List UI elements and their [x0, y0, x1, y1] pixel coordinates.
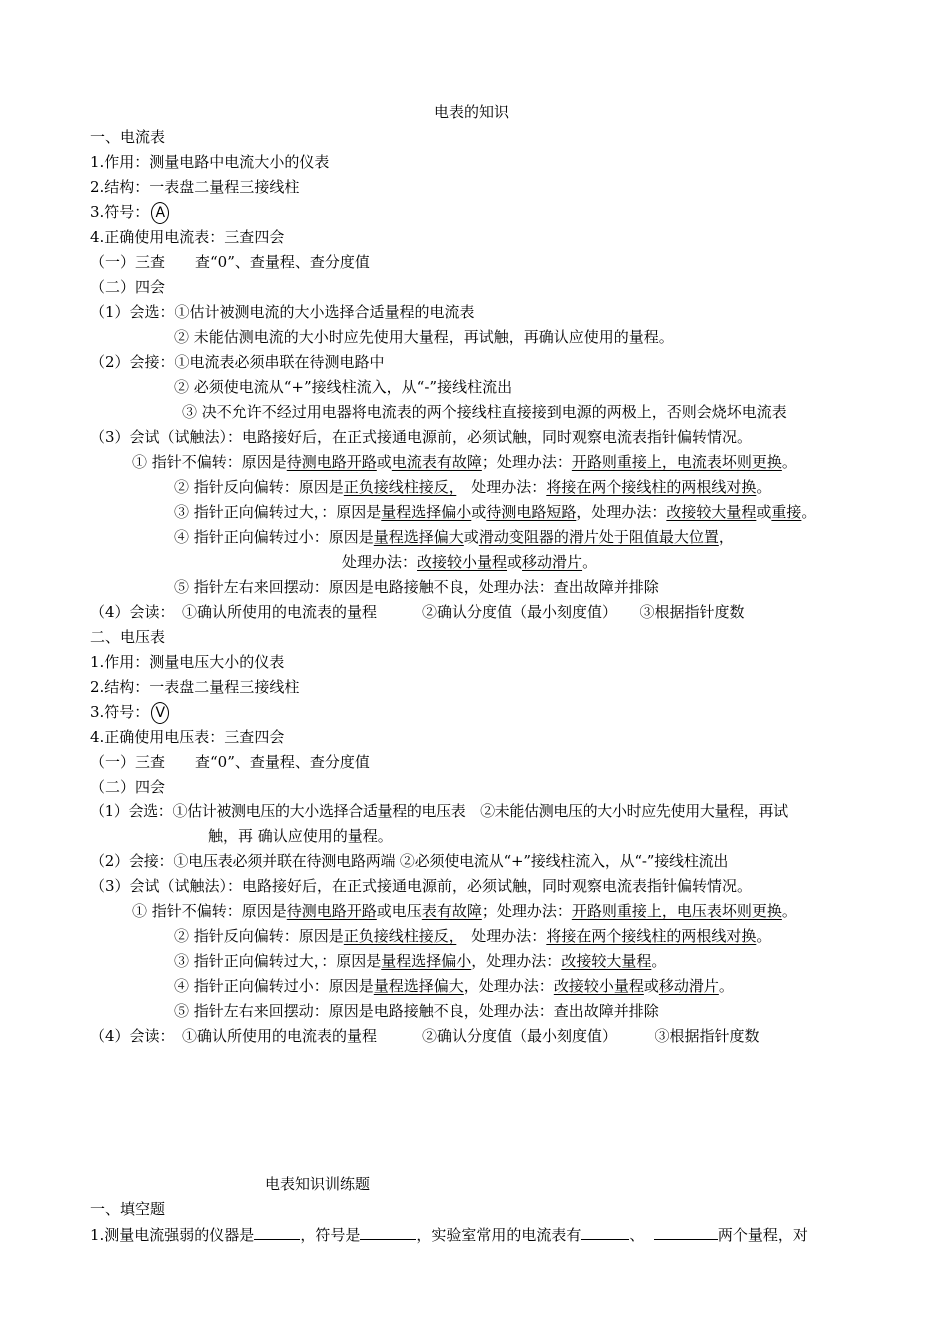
ammeter-select-2: ② 未能估测电流的大小时应先使用大量程，再试触，再确认应使用的量程。 — [174, 328, 674, 346]
ammeter-three-checks: （一）三查 查“0”、查量程、查分度值 — [90, 253, 370, 271]
answer-blank[interactable] — [581, 1223, 629, 1240]
ammeter-trial: （3）会试（试触法）：电路接好后，在正式接通电源前，必须试触，同时观察电流表指针偏转情况。 — [90, 428, 753, 446]
symbol-label: 3.符号： — [90, 203, 150, 221]
ammeter-case-4: ④ 指针正向偏转过小：原因是量程选择偏大或滑动变阻器的滑片处于阻值最大位置， — [174, 528, 734, 546]
ammeter-case-2: ② 指针反向偏转：原因是正负接线柱接反， 处理办法：将接在两个接线柱的两根线对换。 — [174, 478, 772, 496]
ammeter-read: （4）会读： ①确认所使用的电流表的量程 ②确认分度值（最小刻度值） ③根据指针度数 — [90, 603, 745, 621]
ammeter-symbol-icon: A — [151, 202, 169, 224]
symbol-label: 3.符号： — [90, 703, 150, 721]
voltmeter-select-1: （1）会选：①估计被测电压的大小选择合适量程的电压表 ②未能估测电压的大小时应先使用大量程，再试 — [90, 802, 788, 820]
section-heading-voltmeter: 二、电压表 — [90, 628, 166, 646]
answer-blank[interactable] — [254, 1223, 300, 1240]
voltmeter-usage: 4.正确使用电压表：三查四会 — [90, 728, 285, 746]
voltmeter-case-4: ④ 指针正向偏转过小：原因是量程选择偏大，处理办法：改接较小量程或移动滑片。 — [174, 977, 734, 995]
ammeter-structure: 2.结构：一表盘二量程三接线柱 — [90, 178, 300, 196]
section-heading-ammeter: 一、电流表 — [90, 128, 166, 146]
voltmeter-case-5: ⑤ 指针左右来回摆动：原因是电路接触不良，处理办法：查出故障并排除 — [174, 1002, 659, 1020]
ammeter-symbol-line — [90, 201, 169, 224]
ammeter-case-4-remedy: 处理办法：改接较小量程或移动滑片。 — [342, 553, 598, 571]
voltmeter-symbol-icon: V — [151, 702, 169, 724]
ammeter-function: 1.作用：测量电路中电流大小的仪表 — [90, 153, 330, 171]
voltmeter-function: 1.作用：测量电压大小的仪表 — [90, 653, 285, 671]
ammeter-four-skills: （二）四会 — [90, 278, 166, 296]
voltmeter-select-2: 触，再 确认应使用的量程。 — [208, 827, 393, 845]
ammeter-case-5: ⑤ 指针左右来回摆动：原因是电路接触不良，处理办法：查出故障并排除 — [174, 578, 659, 596]
voltmeter-three-checks: （一）三查 查“0”、查量程、查分度值 — [90, 753, 370, 771]
fill-blank-heading: 一、填空题 — [90, 1200, 166, 1218]
ammeter-select-1: （1）会选：①估计被测电流的大小选择合适量程的电流表 — [90, 303, 475, 321]
ammeter-connect-1: （2）会接：①电流表必须串联在待测电路中 — [90, 353, 385, 371]
ammeter-connect-2: ② 必须使电流从“+”接线柱流入，从“-”接线柱流出 — [174, 378, 513, 396]
answer-blank[interactable] — [360, 1223, 416, 1240]
ammeter-case-1: ① 指针不偏转：原因是待测电路开路或电流表有故障；处理办法：开路则重接上，电流表坏则更换。 — [132, 453, 797, 471]
voltmeter-trial: （3）会试（试触法）：电路接好后，在正式接通电源前，必须试触，同时观察电流表指针偏转情况。 — [90, 877, 753, 895]
doc-title: 电表的知识 — [434, 103, 510, 121]
exercise-title: 电表知识训练题 — [265, 1175, 371, 1193]
answer-blank[interactable] — [654, 1223, 718, 1240]
voltmeter-four-skills: （二）四会 — [90, 778, 166, 796]
ammeter-usage: 4.正确使用电流表：三查四会 — [90, 228, 285, 246]
voltmeter-structure: 2.结构：一表盘二量程三接线柱 — [90, 678, 300, 696]
ammeter-connect-3: ③ 决不允许不经过用电器将电流表的两个接线柱直接接到电源的两极上，否则会烧坏电流表 — [182, 403, 787, 421]
voltmeter-case-3: ③ 指针正向偏转过大，：原因是量程选择偏小，处理办法：改接较大量程。 — [174, 952, 667, 970]
voltmeter-case-2: ② 指针反向偏转：原因是正负接线柱接反， 处理办法：将接在两个接线柱的两根线对换。 — [174, 927, 772, 945]
voltmeter-symbol-line — [90, 701, 169, 724]
ammeter-case-3: ③ 指针正向偏转过大，：原因是量程选择偏小或待测电路短路，处理办法：改接较大量程或重接。 — [174, 503, 817, 521]
voltmeter-case-1: ① 指针不偏转：原因是待测电路开路或电压表有故障；处理办法：开路则重接上，电压表坏则更换。 — [132, 902, 797, 920]
voltmeter-read: （4）会读： ①确认所使用的电流表的量程 ②确认分度值（最小刻度值） ③根据指针度数 — [90, 1027, 760, 1045]
voltmeter-connect: （2）会接：①电压表必须并联在待测电路两端 ②必须使电流从“+”接线柱流入，从“-”接线柱流出 — [90, 852, 729, 870]
question-1: 1.测量电流强弱的仪器是 ，符号是 ，实验室常用的电流表有 、 两个量程，对 — [90, 1223, 808, 1246]
